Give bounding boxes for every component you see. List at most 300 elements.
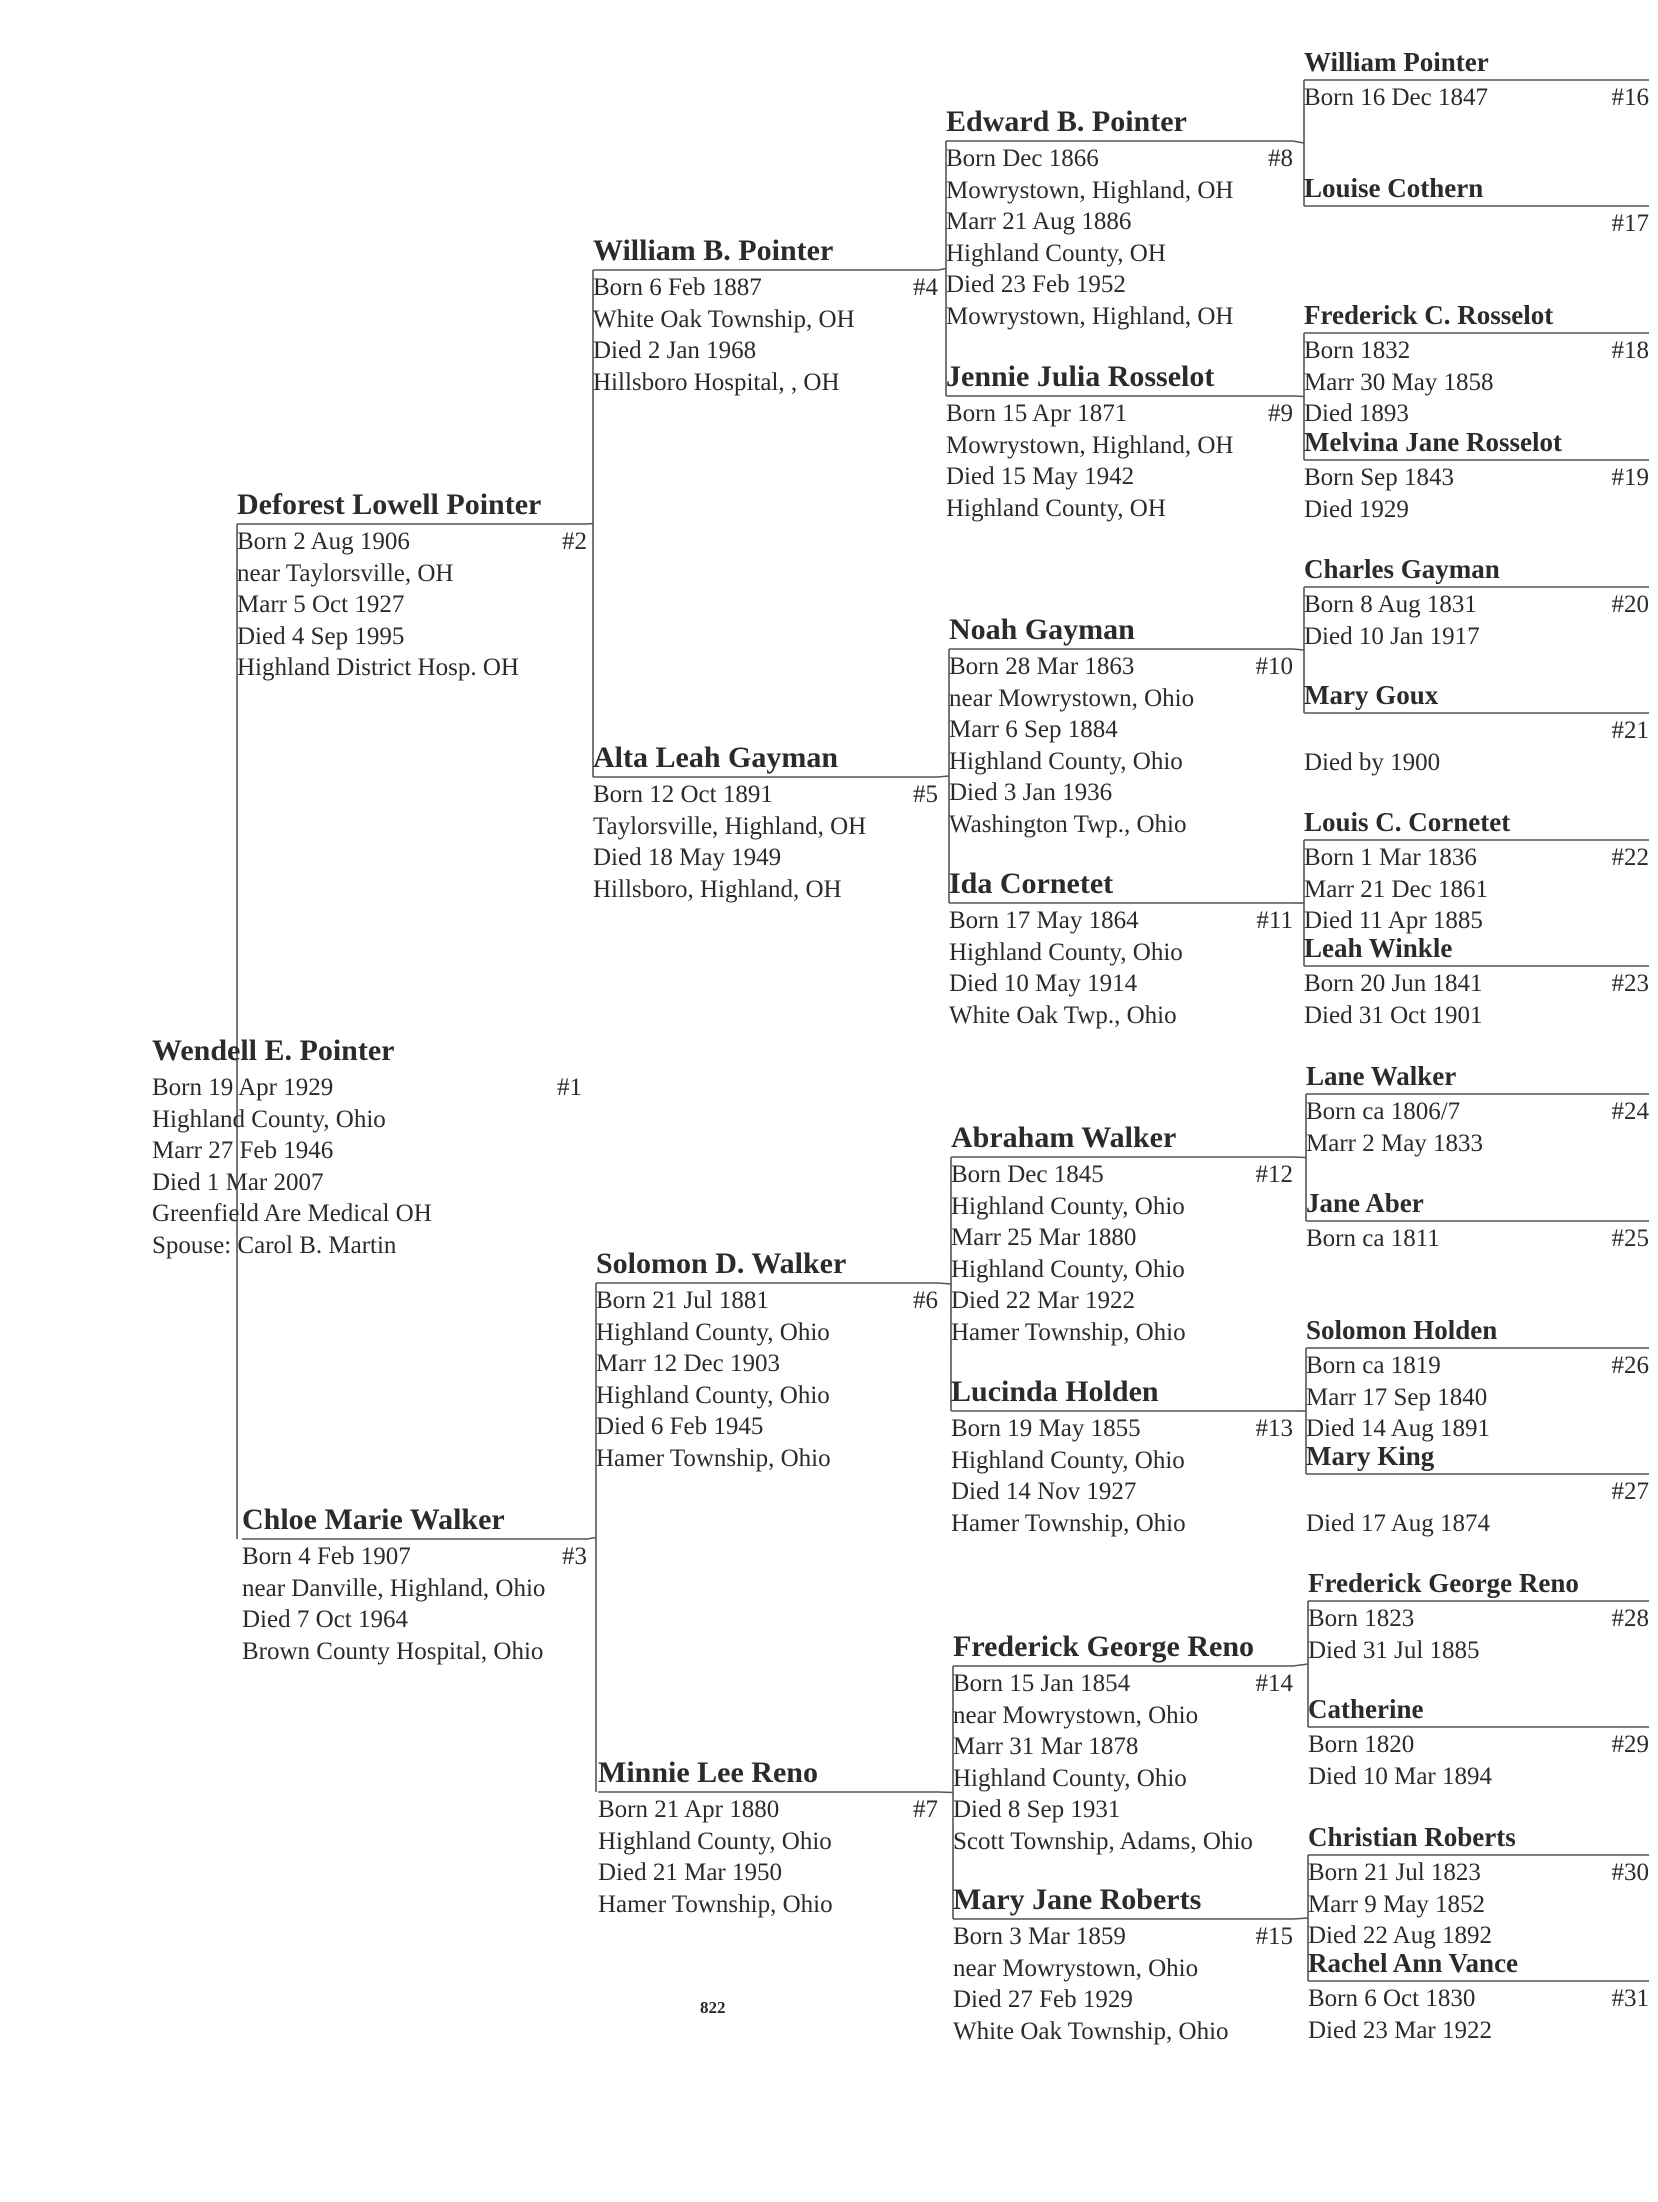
- person-name: Charles Gayman: [1304, 554, 1500, 584]
- person-number: #25: [1611, 1225, 1649, 1252]
- person-detail-line: [953, 1766, 1293, 1798]
- detail-text: Died by 1900: [1304, 748, 1441, 776]
- person-16: [1304, 49, 1649, 117]
- detail-text: Born 28 Mar 1863: [949, 653, 1135, 680]
- detail-text: Scott Township, Adams, Ohio: [953, 1827, 1253, 1855]
- person-detail-line: [951, 1194, 1293, 1226]
- person-detail-line: [1304, 85, 1649, 117]
- person-name: Lane Walker: [1306, 1061, 1457, 1091]
- detail-text: Born Sep 1843: [1304, 464, 1454, 491]
- person-detail-line: [237, 655, 587, 687]
- detail-text: Hillsboro Hospital, , OH: [593, 368, 840, 396]
- detail-text: Born 15 Apr 1871: [946, 400, 1128, 427]
- detail-text: Mowrystown, Highland, OH: [946, 302, 1234, 330]
- person-name: Rachel Ann Vance: [1308, 1948, 1519, 1978]
- detail-text: Brown County Hospital, Ohio: [242, 1637, 544, 1665]
- detail-text: Died 10 Jan 1917: [1304, 622, 1480, 650]
- person-12: [951, 1123, 1293, 1351]
- detail-text: Hamer Township, Ohio: [598, 1890, 833, 1918]
- person-detail-line: [152, 1170, 582, 1202]
- child-connector: [1293, 649, 1304, 650]
- person-detail-line: [237, 592, 587, 624]
- detail-text: Died 10 May 1914: [949, 970, 1138, 997]
- detail-text: Died 23 Feb 1952: [946, 271, 1126, 298]
- detail-text: Highland County, Ohio: [596, 1381, 830, 1409]
- detail-text: Highland County, Ohio: [949, 747, 1183, 775]
- detail-text: Hamer Township, Ohio: [596, 1444, 831, 1472]
- child-connector: [587, 1538, 596, 1540]
- person-detail-line: [951, 1511, 1293, 1543]
- detail-text: near Danville, Highland, Ohio: [242, 1574, 546, 1602]
- person-15: [953, 1885, 1293, 2050]
- child-connector: [1293, 1664, 1308, 1666]
- detail-text: Died 22 Mar 1922: [951, 1287, 1135, 1314]
- person-detail-line: [951, 1257, 1293, 1289]
- person-detail-line: [237, 561, 587, 593]
- detail-text: Born 21 Jul 1881: [596, 1287, 769, 1314]
- person-name: Minnie Lee Reno: [598, 1756, 818, 1789]
- person-detail-line: [1308, 1638, 1649, 1670]
- person-detail-line: [598, 1829, 938, 1861]
- detail-text: near Mowrystown, Ohio: [953, 1701, 1199, 1729]
- detail-text: Died 15 May 1942: [946, 463, 1135, 490]
- person-24: [1306, 1063, 1649, 1162]
- person-name: Wendell E. Pointer: [152, 1034, 395, 1067]
- person-detail-line: [953, 1987, 1293, 2019]
- person-detail-line: [1308, 1732, 1649, 1764]
- person-detail-line: [951, 1448, 1293, 1480]
- person-number: #20: [1611, 591, 1649, 618]
- person-22: [1304, 809, 1649, 940]
- person-detail-line: [946, 146, 1293, 178]
- person-detail-line: [953, 1671, 1293, 1703]
- detail-text: Born 6 Feb 1887: [593, 274, 762, 301]
- detail-text: Marr 2 May 1833: [1306, 1129, 1484, 1157]
- person-detail-line: [242, 1639, 587, 1671]
- detail-text: near Mowrystown, Ohio: [949, 684, 1195, 712]
- person-number: #26: [1611, 1352, 1649, 1379]
- person-detail-line: [598, 1797, 938, 1829]
- person-5: [593, 743, 938, 908]
- person-19: [1304, 429, 1649, 528]
- detail-text: Died 14 Nov 1927: [951, 1478, 1137, 1505]
- person-number: #1: [557, 1074, 582, 1101]
- person-detail-line: [1308, 1892, 1649, 1924]
- person-detail-line: [1308, 1860, 1649, 1892]
- person-detail-line: [1308, 1986, 1649, 2018]
- detail-text: Died 31 Jul 1885: [1308, 1636, 1480, 1664]
- person-number: #30: [1611, 1859, 1649, 1886]
- detail-text: Greenfield Are Medical OH: [152, 1200, 432, 1227]
- person-detail-line: [946, 401, 1293, 433]
- detail-text: Marr 9 May 1852: [1308, 1890, 1486, 1918]
- detail-text: Highland County, Ohio: [949, 938, 1183, 966]
- person-detail-line: [1304, 1003, 1649, 1035]
- person-number: #4: [913, 274, 938, 301]
- detail-text: Died 3 Jan 1936: [949, 779, 1113, 806]
- detail-text: Born 17 May 1864: [949, 907, 1139, 934]
- detail-text: Highland County, Ohio: [951, 1446, 1185, 1474]
- detail-text: Born ca 1806/7: [1306, 1098, 1461, 1125]
- person-name: Chloe Marie Walker: [242, 1503, 505, 1536]
- person-number: #19: [1611, 464, 1649, 491]
- person-number: #21: [1611, 717, 1649, 744]
- person-4: [593, 236, 938, 401]
- person-detail-line: [953, 1703, 1293, 1735]
- person-name: Melvina Jane Rosselot: [1304, 427, 1562, 457]
- person-number: #31: [1611, 1985, 1649, 2012]
- detail-text: Died 4 Sep 1995: [237, 622, 405, 650]
- detail-text: Hillsboro, Highland, OH: [593, 875, 842, 903]
- detail-text: Born 1 Mar 1836: [1304, 844, 1477, 871]
- person-10: [949, 615, 1293, 843]
- person-number: #18: [1611, 337, 1649, 364]
- person-29: [1308, 1696, 1649, 1795]
- person-detail-line: [152, 1138, 582, 1170]
- detail-text: Died 10 Mar 1894: [1308, 1762, 1492, 1790]
- detail-text: Taylorsville, Highland, OH: [593, 812, 867, 840]
- person-detail-line: [593, 814, 938, 846]
- detail-text: Born 2 Aug 1906: [237, 528, 410, 555]
- person-number: #7: [913, 1796, 938, 1823]
- person-detail-line: [596, 1320, 938, 1352]
- person-detail-line: [949, 1003, 1293, 1035]
- person-detail-line: [946, 209, 1293, 241]
- person-name: Christian Roberts: [1308, 1822, 1516, 1852]
- person-detail-line: [1308, 1764, 1649, 1796]
- person-name: Alta Leah Gayman: [593, 741, 839, 774]
- person-18: [1304, 302, 1649, 433]
- detail-text: Died 1893: [1304, 400, 1409, 427]
- detail-text: Born Dec 1866: [946, 145, 1099, 172]
- detail-text: near Mowrystown, Ohio: [953, 1954, 1199, 1982]
- detail-text: Died 31 Oct 1901: [1304, 1001, 1483, 1029]
- person-number: #2: [562, 528, 587, 555]
- person-detail-line: [593, 845, 938, 877]
- person-name: William B. Pointer: [593, 234, 834, 267]
- detail-text: Died 14 Aug 1891: [1306, 1415, 1491, 1442]
- detail-text: Born 1832: [1304, 337, 1411, 364]
- person-name: Leah Winkle: [1304, 933, 1453, 963]
- person-number: #23: [1611, 970, 1649, 997]
- person-detail-line: [1304, 465, 1649, 497]
- person-detail-line: [1306, 1226, 1649, 1258]
- person-name: Solomon Holden: [1306, 1315, 1498, 1345]
- person-detail-line: [949, 908, 1293, 940]
- person-detail-line: [593, 782, 938, 814]
- person-detail-line: [949, 780, 1293, 812]
- detail-text: Hamer Township, Ohio: [951, 1509, 1186, 1537]
- child-connector: [1293, 396, 1304, 397]
- detail-text: Born 20 Jun 1841: [1304, 970, 1483, 997]
- person-detail-line: [951, 1225, 1293, 1257]
- person-detail-line: [949, 686, 1293, 718]
- person-detail-line: [593, 275, 938, 307]
- person-detail-line: [1306, 1099, 1649, 1131]
- detail-text: Born 6 Oct 1830: [1308, 1985, 1476, 2012]
- child-connector: [938, 1792, 953, 1793]
- person-8: [946, 107, 1293, 335]
- person-17: [1304, 175, 1649, 243]
- person-name: William Pointer: [1304, 47, 1489, 77]
- person-detail-line: [953, 1797, 1293, 1829]
- person-detail-line: [1308, 1606, 1649, 1638]
- person-26: [1306, 1317, 1649, 1448]
- person-number: #17: [1611, 210, 1649, 237]
- person-number: #13: [1255, 1415, 1293, 1442]
- person-detail-line: [152, 1075, 582, 1107]
- detail-text: Born 19 Apr 1929: [152, 1074, 334, 1101]
- person-detail-line: [953, 1924, 1293, 1956]
- person-number: #14: [1255, 1670, 1293, 1697]
- person-detail-line: [953, 2019, 1293, 2051]
- detail-text: White Oak Township, OH: [593, 305, 855, 333]
- detail-text: Born 15 Jan 1854: [953, 1670, 1131, 1697]
- detail-text: Hamer Township, Ohio: [951, 1318, 1186, 1346]
- person-number: #9: [1268, 400, 1293, 427]
- detail-text: Highland County, Ohio: [953, 1764, 1187, 1792]
- detail-text: Mowrystown, Highland, OH: [946, 431, 1234, 459]
- person-detail-line: [242, 1544, 587, 1576]
- detail-text: Highland County, Ohio: [152, 1105, 386, 1133]
- detail-text: Died 8 Sep 1931: [953, 1796, 1121, 1823]
- person-detail-line: [1308, 2018, 1649, 2050]
- person-name: Frederick C. Rosselot: [1304, 300, 1554, 330]
- detail-text: Born 8 Aug 1831: [1304, 591, 1477, 618]
- person-name: Deforest Lowell Pointer: [237, 488, 542, 521]
- person-6: [596, 1249, 938, 1477]
- child-connector: [1293, 1918, 1308, 1919]
- person-detail-line: [242, 1576, 587, 1608]
- detail-text: Born 1823: [1308, 1605, 1415, 1632]
- person-detail-line: [949, 940, 1293, 972]
- person-name: Jennie Julia Rosselot: [946, 360, 1215, 393]
- detail-text: Born 1820: [1308, 1731, 1415, 1758]
- detail-text: Highland County, Ohio: [951, 1192, 1185, 1220]
- person-detail-line: [596, 1446, 938, 1478]
- detail-text: Marr 30 May 1858: [1304, 368, 1494, 396]
- person-detail-line: [1304, 971, 1649, 1003]
- person-name: Mary Goux: [1304, 680, 1439, 710]
- person-name: Mary Jane Roberts: [953, 1883, 1202, 1916]
- person-detail-line: [1304, 877, 1649, 909]
- person-name: Frederick George Reno: [953, 1630, 1255, 1663]
- person-detail-line: [949, 971, 1293, 1003]
- child-connector: [1293, 141, 1304, 143]
- detail-text: Born 16 Dec 1847: [1304, 84, 1488, 111]
- detail-text: Died 17 Aug 1874: [1306, 1509, 1491, 1537]
- person-detail-line: [242, 1607, 587, 1639]
- person-number: #29: [1611, 1731, 1649, 1758]
- person-detail-line: [946, 433, 1293, 465]
- person-number: #11: [1256, 907, 1293, 934]
- person-number: #15: [1255, 1923, 1293, 1950]
- detail-text: Marr 6 Sep 1884: [949, 716, 1118, 743]
- person-27: [1306, 1443, 1649, 1542]
- person-detail-line: [598, 1892, 938, 1924]
- person-name: Louise Cothern: [1304, 173, 1484, 203]
- person-detail-line: [152, 1201, 582, 1233]
- person-name: Jane Aber: [1306, 1188, 1424, 1218]
- detail-text: Highland County, Ohio: [598, 1827, 832, 1855]
- person-detail-line: [949, 812, 1293, 844]
- detail-text: Highland County, Ohio: [596, 1318, 830, 1346]
- person-name: Frederick George Reno: [1308, 1568, 1579, 1598]
- detail-text: Marr 21 Aug 1886: [946, 208, 1132, 235]
- child-connector: [938, 776, 949, 777]
- person-detail-line: [951, 1162, 1293, 1194]
- detail-text: Highland County, Ohio: [951, 1255, 1185, 1283]
- person-13: [951, 1377, 1293, 1542]
- person-detail-line: [598, 1860, 938, 1892]
- detail-text: Highland County, OH: [946, 494, 1166, 522]
- detail-text: Marr 21 Dec 1861: [1304, 875, 1488, 903]
- detail-text: Born 21 Apr 1880: [598, 1796, 780, 1823]
- detail-text: Died 1 Mar 2007: [152, 1168, 324, 1196]
- person-name: Solomon D. Walker: [596, 1247, 847, 1280]
- person-detail-line: [1304, 211, 1649, 243]
- person-11: [949, 869, 1293, 1034]
- detail-text: Marr 25 Mar 1880: [951, 1224, 1137, 1251]
- detail-text: Died 1929: [1304, 495, 1409, 523]
- person-detail-line: [1306, 1385, 1649, 1417]
- person-9: [946, 362, 1293, 527]
- person-detail-line: [237, 529, 587, 561]
- person-detail-line: [596, 1383, 938, 1415]
- person-7: [598, 1758, 938, 1923]
- person-30: [1308, 1824, 1649, 1955]
- person-detail-line: [593, 307, 938, 339]
- person-3: [242, 1505, 587, 1670]
- person-detail-line: [596, 1414, 938, 1446]
- person-detail-line: [596, 1288, 938, 1320]
- child-connector: [587, 524, 593, 525]
- person-detail-line: [1306, 1479, 1649, 1511]
- person-detail-line: [946, 496, 1293, 528]
- person-31: [1308, 1950, 1649, 2049]
- detail-text: Highland County, OH: [946, 239, 1166, 267]
- person-detail-line: [1304, 370, 1649, 402]
- child-connector: [938, 269, 946, 271]
- detail-text: near Taylorsville, OH: [237, 559, 454, 587]
- person-detail-line: [1306, 1131, 1649, 1163]
- detail-text: Washington Twp., Ohio: [949, 810, 1187, 838]
- detail-text: Born ca 1811: [1306, 1225, 1440, 1252]
- person-name: Catherine: [1308, 1694, 1424, 1724]
- person-name: Mary King: [1306, 1441, 1435, 1471]
- detail-text: Marr 31 Mar 1878: [953, 1733, 1139, 1760]
- person-detail-line: [1304, 845, 1649, 877]
- person-detail-line: [951, 1416, 1293, 1448]
- detail-text: Born ca 1819: [1306, 1352, 1441, 1379]
- person-detail-line: [1304, 338, 1649, 370]
- person-detail-line: [953, 1956, 1293, 1988]
- person-number: #28: [1611, 1605, 1649, 1632]
- person-detail-line: [946, 272, 1293, 304]
- person-detail-line: [953, 1734, 1293, 1766]
- detail-text: Died 7 Oct 1964: [242, 1606, 408, 1633]
- person-20: [1304, 556, 1649, 655]
- person-detail-line: [593, 338, 938, 370]
- detail-text: Born 4 Feb 1907: [242, 1543, 411, 1570]
- person-detail-line: [237, 624, 587, 656]
- detail-text: Born 21 Jul 1823: [1308, 1859, 1481, 1886]
- person-detail-line: [152, 1107, 582, 1139]
- person-number: #16: [1611, 84, 1649, 111]
- person-detail-line: [1304, 624, 1649, 656]
- detail-text: Spouse: Carol B. Martin: [152, 1231, 397, 1259]
- detail-text: White Oak Township, Ohio: [953, 2017, 1229, 2045]
- detail-text: Born 19 May 1855: [951, 1415, 1141, 1442]
- person-detail-line: [946, 178, 1293, 210]
- detail-text: Died 11 Apr 1885: [1304, 907, 1483, 934]
- person-28: [1308, 1570, 1649, 1669]
- detail-text: Born 3 Mar 1859: [953, 1923, 1126, 1950]
- detail-text: Died 21 Mar 1950: [598, 1859, 782, 1886]
- detail-text: Marr 12 Dec 1903: [596, 1350, 780, 1377]
- person-detail-line: [946, 304, 1293, 336]
- person-detail-line: [593, 877, 938, 909]
- person-detail-line: [946, 241, 1293, 273]
- person-number: #8: [1268, 145, 1293, 172]
- person-21: [1304, 682, 1649, 781]
- person-detail-line: [1306, 1511, 1649, 1543]
- person-name: Edward B. Pointer: [946, 105, 1187, 138]
- person-name: Abraham Walker: [951, 1121, 1177, 1154]
- person-detail-line: [946, 464, 1293, 496]
- detail-text: Died 18 May 1949: [593, 844, 782, 871]
- detail-text: Died 6 Feb 1945: [596, 1413, 764, 1440]
- person-detail-line: [1306, 1353, 1649, 1385]
- person-detail-line: [951, 1320, 1293, 1352]
- child-connector: [1293, 1157, 1306, 1158]
- detail-text: Died 23 Mar 1922: [1308, 2016, 1492, 2044]
- detail-text: Died 2 Jan 1968: [593, 337, 757, 364]
- person-name: Noah Gayman: [949, 613, 1135, 646]
- person-name: Ida Cornetet: [949, 867, 1114, 900]
- person-number: #10: [1255, 653, 1293, 680]
- person-detail-line: [1304, 750, 1649, 782]
- detail-text: Marr 5 Oct 1927: [237, 591, 405, 618]
- child-connector: [938, 1283, 951, 1284]
- person-detail-line: [949, 749, 1293, 781]
- person-detail-line: [949, 717, 1293, 749]
- person-detail-line: [1304, 718, 1649, 750]
- person-detail-line: [152, 1233, 582, 1265]
- person-number: #24: [1611, 1098, 1649, 1125]
- detail-text: Highland District Hosp. OH: [237, 654, 519, 681]
- person-name: Lucinda Holden: [951, 1375, 1159, 1408]
- person-detail-line: [949, 654, 1293, 686]
- person-number: #5: [913, 781, 938, 808]
- page-number: 822: [700, 1998, 726, 2017]
- person-number: #3: [562, 1543, 587, 1570]
- person-23: [1304, 935, 1649, 1034]
- detail-text: White Oak Twp., Ohio: [949, 1001, 1177, 1029]
- person-detail-line: [596, 1351, 938, 1383]
- person-detail-line: [1304, 592, 1649, 624]
- person-number: #12: [1255, 1161, 1293, 1188]
- person-detail-line: [1304, 497, 1649, 529]
- detail-text: Marr 27 Feb 1946: [152, 1137, 334, 1164]
- person-detail-line: [951, 1479, 1293, 1511]
- person-1: [152, 1036, 582, 1264]
- person-2: [237, 490, 587, 687]
- detail-text: Born Dec 1845: [951, 1161, 1104, 1188]
- person-detail-line: [951, 1288, 1293, 1320]
- detail-text: Died 22 Aug 1892: [1308, 1922, 1493, 1949]
- person-25: [1306, 1190, 1649, 1258]
